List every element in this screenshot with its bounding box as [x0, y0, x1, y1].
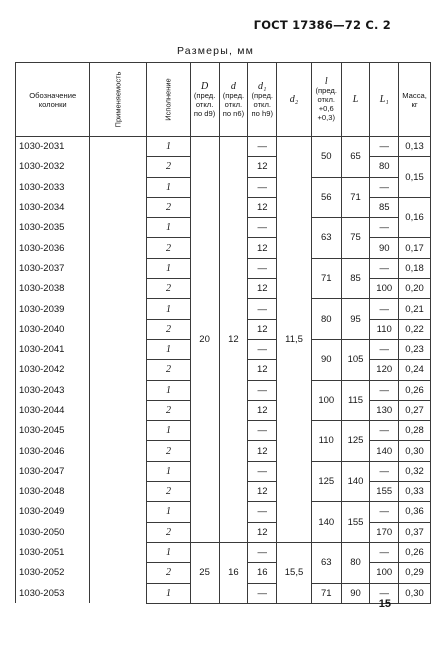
cell-mass: 0,16 [399, 197, 431, 238]
row-designation: 1030-2053 [16, 583, 90, 603]
col-mass: Масса, кг [399, 63, 431, 137]
cell-d1: 12 [248, 238, 277, 258]
cell-d1: 12 [248, 157, 277, 177]
cell-L: 125 [341, 421, 370, 462]
row-designation: 1030-2047 [16, 461, 90, 481]
row-applicability [90, 542, 147, 562]
col-d2: d₂ [277, 63, 312, 137]
header-row [16, 63, 431, 137]
cell-d1: — [248, 542, 277, 562]
cell-l: 110 [311, 421, 341, 462]
cell-mass: 0,30 [399, 583, 431, 603]
cell-L1: — [370, 421, 399, 441]
row-applicability [90, 461, 147, 481]
table-row [16, 137, 431, 157]
row-version: 1 [147, 542, 190, 562]
row-version: 1 [147, 218, 190, 238]
row-designation: 1030-2052 [16, 563, 90, 583]
cell-mass: 0,28 [399, 421, 431, 441]
cell-L1: — [370, 380, 399, 400]
cell-d: 16 [219, 542, 248, 603]
row-version: 1 [147, 421, 190, 441]
cell-mass: 0,30 [399, 441, 431, 461]
row-applicability [90, 421, 147, 441]
row-designation: 1030-2039 [16, 299, 90, 319]
document-header: ГОСТ 17386—72 С. 2 [253, 18, 391, 32]
cell-L1: 100 [370, 563, 399, 583]
cell-mass: 0,36 [399, 502, 431, 522]
row-version: 2 [147, 238, 190, 258]
cell-mass: 0,37 [399, 522, 431, 542]
cell-L: 80 [341, 542, 370, 583]
row-applicability [90, 339, 147, 359]
cell-l: 100 [311, 380, 341, 421]
row-version: 1 [147, 137, 190, 157]
cell-L: 65 [341, 137, 370, 178]
row-applicability [90, 522, 147, 542]
cell-d1: — [248, 461, 277, 481]
row-applicability [90, 258, 147, 278]
cell-d1: — [248, 502, 277, 522]
cell-mass: 0,23 [399, 339, 431, 359]
cell-l: 71 [311, 258, 341, 299]
row-version: 1 [147, 502, 190, 522]
cell-d1: 16 [248, 563, 277, 583]
cell-L1: — [370, 299, 399, 319]
row-designation: 1030-2037 [16, 258, 90, 278]
cell-D: 20 [190, 137, 219, 543]
cell-L1: 170 [370, 522, 399, 542]
row-applicability [90, 238, 147, 258]
cell-d1: — [248, 258, 277, 278]
cell-d1: 12 [248, 482, 277, 502]
cell-d1: — [248, 137, 277, 157]
cell-L1: 140 [370, 441, 399, 461]
row-version: 2 [147, 400, 190, 420]
row-designation: 1030-2038 [16, 279, 90, 299]
row-designation: 1030-2035 [16, 218, 90, 238]
row-designation: 1030-2033 [16, 177, 90, 197]
cell-d1: — [248, 339, 277, 359]
row-version: 1 [147, 461, 190, 481]
cell-l: 63 [311, 542, 341, 583]
row-applicability [90, 157, 147, 177]
row-applicability [90, 218, 147, 238]
cell-l: 63 [311, 218, 341, 259]
row-version: 1 [147, 258, 190, 278]
row-version: 2 [147, 482, 190, 502]
cell-L: 85 [341, 258, 370, 299]
cell-L1: 100 [370, 279, 399, 299]
cell-L1: — [370, 137, 399, 157]
row-applicability [90, 360, 147, 380]
row-designation: 1030-2040 [16, 319, 90, 339]
cell-L1: 110 [370, 319, 399, 339]
cell-L1: — [370, 502, 399, 522]
row-designation: 1030-2031 [16, 137, 90, 157]
cell-L1: — [370, 542, 399, 562]
cell-d1: 12 [248, 319, 277, 339]
row-designation: 1030-2044 [16, 400, 90, 420]
row-designation: 1030-2043 [16, 380, 90, 400]
col-d: d (пред. откл. по n6) [219, 63, 248, 137]
row-designation: 1030-2046 [16, 441, 90, 461]
sizes-caption: Размеры, мм [176, 45, 255, 57]
cell-L1: — [370, 218, 399, 238]
cell-l: 56 [311, 177, 341, 218]
row-designation: 1030-2045 [16, 421, 90, 441]
cell-L: 95 [341, 299, 370, 340]
cell-L1: — [370, 258, 399, 278]
row-version: 2 [147, 279, 190, 299]
cell-L: 140 [341, 461, 370, 502]
row-applicability [90, 197, 147, 217]
cell-mass: 0,27 [399, 400, 431, 420]
row-designation: 1030-2032 [16, 157, 90, 177]
cell-mass: 0,26 [399, 542, 431, 562]
row-version: 1 [147, 339, 190, 359]
cell-d1: 12 [248, 441, 277, 461]
row-applicability [90, 563, 147, 583]
row-designation: 1030-2049 [16, 502, 90, 522]
cell-L1: 90 [370, 238, 399, 258]
row-applicability [90, 400, 147, 420]
row-version: 1 [147, 583, 190, 603]
row-applicability [90, 502, 147, 522]
row-designation: 1030-2034 [16, 197, 90, 217]
cell-L: 155 [341, 502, 370, 543]
cell-mass: 0,26 [399, 380, 431, 400]
cell-L1: 80 [370, 157, 399, 177]
cell-mass: 0,21 [399, 299, 431, 319]
cell-d1: 12 [248, 522, 277, 542]
col-d1: d₁ (пред. откл. по h9) [248, 63, 277, 137]
cell-L: 115 [341, 380, 370, 421]
cell-l: 125 [311, 461, 341, 502]
cell-d1: — [248, 299, 277, 319]
row-version: 2 [147, 441, 190, 461]
row-applicability [90, 299, 147, 319]
cell-L1: 120 [370, 360, 399, 380]
col-D: D (пред. откл. по d9) [190, 63, 219, 137]
col-l: l (пред. откл. +0,6 +0,3) [311, 63, 341, 137]
cell-mass: 0,17 [399, 238, 431, 258]
cell-L1: — [370, 339, 399, 359]
cell-d1: 12 [248, 400, 277, 420]
row-applicability [90, 279, 147, 299]
row-applicability [90, 482, 147, 502]
cell-L1: — [370, 177, 399, 197]
row-version: 2 [147, 319, 190, 339]
cell-mass: 0,18 [399, 258, 431, 278]
cell-L1: 155 [370, 482, 399, 502]
col-L: L [341, 63, 370, 137]
row-applicability [90, 380, 147, 400]
cell-mass: 0,32 [399, 461, 431, 481]
cell-D: 25 [190, 542, 219, 603]
row-version: 2 [147, 563, 190, 583]
cell-l: 71 [311, 583, 341, 603]
cell-mass: 0,29 [399, 563, 431, 583]
row-designation: 1030-2041 [16, 339, 90, 359]
cell-L: 75 [341, 218, 370, 259]
row-version: 2 [147, 360, 190, 380]
cell-d1: 12 [248, 279, 277, 299]
row-designation: 1030-2048 [16, 482, 90, 502]
columns-table [15, 62, 431, 604]
row-version: 2 [147, 522, 190, 542]
row-version: 1 [147, 177, 190, 197]
page-number: 15 [378, 598, 391, 610]
row-version: 1 [147, 299, 190, 319]
row-applicability [90, 583, 147, 603]
row-applicability [90, 319, 147, 339]
table-row [16, 542, 431, 562]
cell-l: 50 [311, 137, 341, 178]
row-designation: 1030-2051 [16, 542, 90, 562]
cell-mass: 0,24 [399, 360, 431, 380]
cell-mass: 0,20 [399, 279, 431, 299]
row-version: 2 [147, 157, 190, 177]
cell-d1: 12 [248, 197, 277, 217]
cell-mass: 0,15 [399, 157, 431, 198]
cell-mass: 0,13 [399, 137, 431, 157]
cell-L1: 130 [370, 400, 399, 420]
row-designation: 1030-2042 [16, 360, 90, 380]
cell-d: 12 [219, 137, 248, 543]
cell-d1: — [248, 177, 277, 197]
cell-l: 90 [311, 339, 341, 380]
cell-L: 71 [341, 177, 370, 218]
col-applicability: Применяемость [90, 63, 147, 137]
cell-d2: 11,5 [277, 137, 312, 543]
row-version: 2 [147, 197, 190, 217]
row-applicability [90, 441, 147, 461]
col-L1: L₁ [370, 63, 399, 137]
cell-mass: 0,33 [399, 482, 431, 502]
row-designation: 1030-2036 [16, 238, 90, 258]
cell-L1: — [370, 583, 399, 603]
cell-L: 90 [341, 583, 370, 603]
cell-l: 80 [311, 299, 341, 340]
row-version: 1 [147, 380, 190, 400]
cell-d1: — [248, 583, 277, 603]
cell-L: 105 [341, 339, 370, 380]
cell-d2: 15,5 [277, 542, 312, 603]
cell-L1: 85 [370, 197, 399, 217]
row-applicability [90, 137, 147, 157]
cell-d1: — [248, 380, 277, 400]
col-version: Исполнение [147, 63, 190, 137]
cell-l: 140 [311, 502, 341, 543]
cell-mass: 0,22 [399, 319, 431, 339]
cell-d1: — [248, 218, 277, 238]
cell-d1: — [248, 421, 277, 441]
row-applicability [90, 177, 147, 197]
cell-d1: 12 [248, 360, 277, 380]
row-designation: 1030-2050 [16, 522, 90, 542]
col-designation: Обозначение колонки [16, 63, 90, 137]
cell-L1: — [370, 461, 399, 481]
